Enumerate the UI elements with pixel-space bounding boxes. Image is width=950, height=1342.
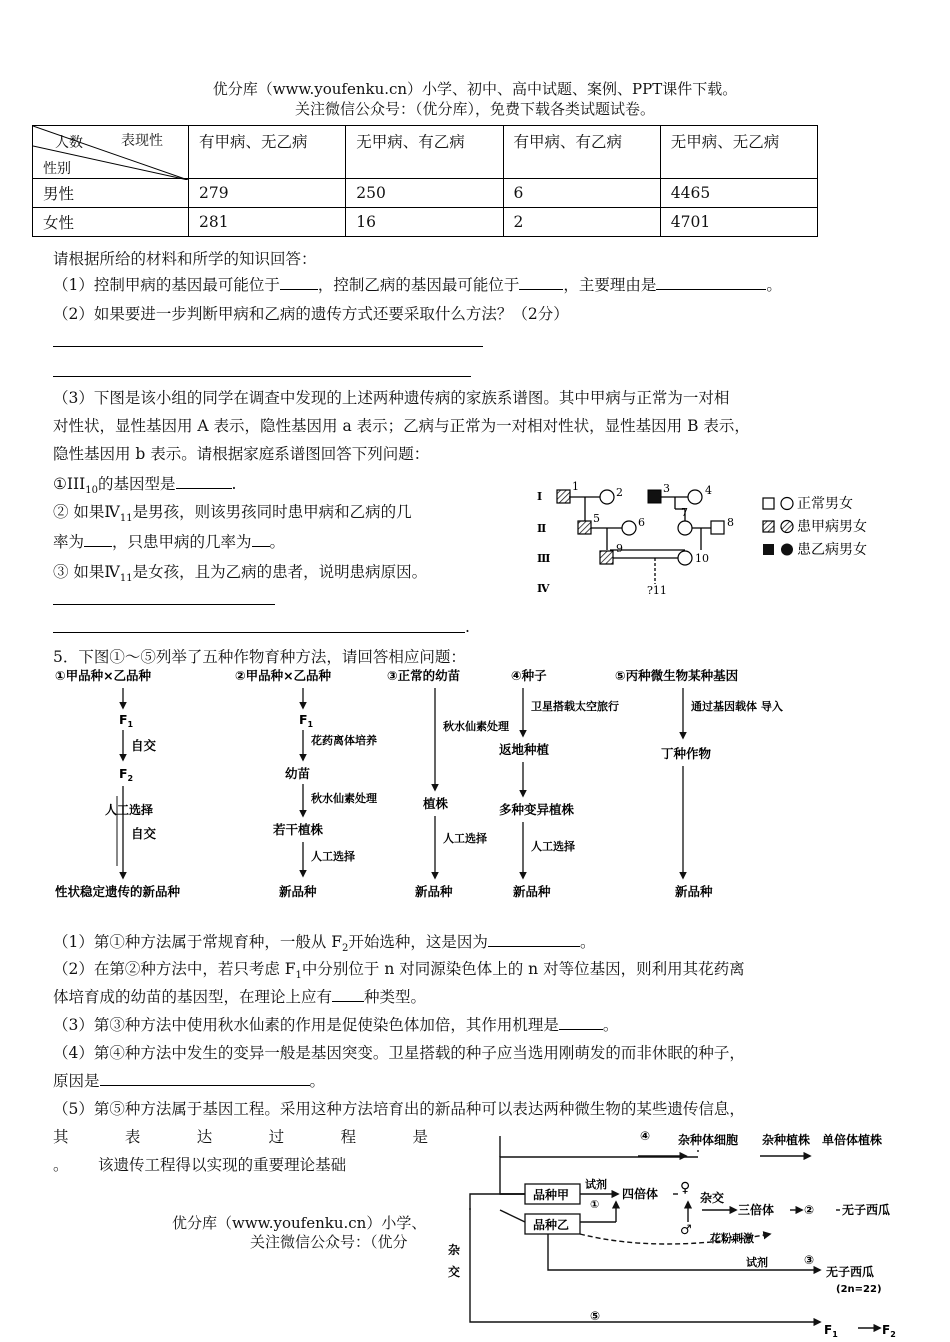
m2-step1: 花药离体培养: [311, 734, 377, 747]
corner-mid-label: 人数: [55, 135, 83, 151]
row-label: 女性: [33, 208, 189, 237]
q4-s3b: 是女孩，且为乙病的患者，说明患病原因。: [132, 563, 428, 581]
column-header: 无甲病、无乙病: [660, 126, 817, 179]
pedigree-person-3: [648, 490, 661, 503]
m2-end: 新品种: [279, 884, 317, 899]
m1-self1: 自交: [131, 738, 157, 753]
footer-line-1: 优分库（www.youfenku.cn）小学、: [172, 1214, 427, 1232]
m5-head: ⑤丙种微生物某种基因: [615, 668, 739, 683]
m1-sel: 人工选择: [105, 803, 154, 817]
flow-cross: 杂交: [700, 1191, 725, 1205]
q5-a4b: 原因是: [53, 1072, 100, 1090]
m4-sel: 人工选择: [531, 840, 575, 853]
q4-s2b: 是男孩，则该男孩同时患甲病和乙病的几: [132, 503, 412, 521]
q5-a2d: 种类型。: [364, 988, 427, 1006]
q5-a1b: 开始选种，这是因为: [348, 933, 488, 951]
q5-a2sub: 1: [295, 970, 302, 982]
pedigree-id: 1: [572, 480, 579, 493]
flow-reagent2: 试剂: [746, 1256, 768, 1269]
pedigree-chart: [525, 480, 905, 600]
legend-disease-b-female-icon: [781, 544, 793, 556]
answer-blank[interactable]: [252, 530, 270, 547]
corner-bottom-label: 性别: [43, 161, 71, 177]
answer-line[interactable]: [53, 376, 471, 377]
pedigree-id: 8: [727, 516, 734, 529]
q5-a5-char: 表: [124, 1128, 141, 1146]
m5-step: 通过基因载体 导入: [691, 700, 783, 713]
m3-step: 秋水仙素处理: [443, 720, 509, 733]
pedigree-id: 6: [638, 516, 645, 529]
q5-a1sub: 2: [342, 943, 349, 955]
m2-plants: 若干植株: [273, 822, 324, 837]
column-header: 有甲病、有乙病: [503, 126, 660, 179]
q5-a3b: 。: [602, 1016, 619, 1034]
flow-n5: ⑤: [590, 1309, 601, 1323]
table-cell: 4701: [660, 208, 817, 237]
flow-female-icon: ♀: [680, 1180, 691, 1196]
answer-line[interactable]: [53, 604, 275, 605]
q4-s2d: ，只患甲病的几率为: [112, 533, 252, 551]
q5-a2c: 体培育成的幼苗的基因型，在理论上应有: [53, 988, 333, 1006]
m2-seedling: 幼苗: [285, 766, 311, 781]
q4-s1sub: 10: [85, 485, 98, 497]
q5-a4-line2: [53, 1069, 325, 1091]
gen-label: Ⅱ: [537, 522, 547, 535]
q4-sub1: [53, 472, 236, 496]
legend-label: 正常男女: [797, 496, 853, 512]
q5-a5-line2: [53, 1125, 428, 1147]
flow-male-icon: ♂: [680, 1223, 692, 1238]
q4-part2: （2）如果要进一步判断甲病和乙病的遗传方式还要采取什么方法？（2分）: [53, 305, 569, 323]
m3-end: 新品种: [415, 884, 453, 899]
q5-a5-char: 过: [268, 1128, 285, 1146]
q5-a2-line1: [53, 957, 745, 981]
flow-reagent: 试剂: [585, 1178, 607, 1191]
pedigree-id: 4: [705, 484, 712, 497]
legend-label: 患甲病男女: [797, 519, 867, 535]
q4-part1: [53, 273, 782, 295]
flow-pollen: 花粉刺激: [710, 1232, 754, 1245]
answer-blank[interactable]: [280, 273, 318, 290]
answer-blank[interactable]: [332, 985, 364, 1002]
q4-s3a: ③ 如果Ⅳ: [53, 563, 120, 581]
q4-part3-line2: 对性状，显性基因用 A 表示，隐性基因用 a 表示；乙病与正常为一对相对性状，显性基因用 B 表示，: [53, 417, 750, 435]
q5-a4-line1: （4）第④种方法中发生的变异一般是基因突变。卫星搭载的种子应当选用刚萌发的而非休眠的种子，: [53, 1044, 745, 1062]
flow-jiao: 交: [448, 1265, 461, 1279]
footer-line-2: 关注微信公众号：（优分: [250, 1233, 408, 1251]
m1-f2: $F_2$: [119, 766, 134, 783]
seedless-watermelon-diagram: [440, 1122, 910, 1342]
table-corner-cell: [33, 126, 189, 179]
q4-sub3: [53, 560, 427, 584]
flow-tetraploid: 四倍体: [622, 1187, 659, 1201]
m1-self2: 自交: [131, 826, 157, 841]
table-cell: 6: [503, 179, 660, 208]
pedigree-person-10: [678, 551, 692, 565]
legend-disease-a-female-icon: [781, 521, 793, 533]
legend-label: 患乙病男女: [797, 542, 867, 558]
m5-end: 新品种: [675, 884, 713, 899]
q5-a1c: 。: [579, 933, 596, 951]
survey-table: [32, 125, 818, 237]
q5-a3a: （3）第③种方法中使用秋水仙素的作用是促使染色体加倍，其作用机理是: [53, 1016, 559, 1034]
m4-step: 卫星搭载太空旅行: [531, 700, 619, 713]
q4-intro: 请根据所给的材料和所学的知识回答：: [53, 250, 317, 268]
table-cell: 281: [189, 208, 346, 237]
legend-normal-male-icon: [763, 498, 774, 509]
answer-line[interactable]: [53, 346, 483, 347]
m2-step2: 秋水仙素处理: [311, 792, 377, 805]
q5-title: 5．下图①～⑤列举了五种作物育种方法，请回答相应问题：: [53, 648, 466, 666]
m3-head: ③正常的幼苗: [387, 668, 461, 683]
q4-s2sub: 11: [119, 513, 133, 525]
q4-sub2-line1: [53, 500, 412, 524]
flow-n3: ③: [804, 1253, 815, 1267]
q5-a1a: （1）第①种方法属于常规育种，一般从 F: [53, 933, 343, 951]
m5-mid: 丁种作物: [661, 746, 712, 761]
flow-haploid: 单倍体植株: [822, 1133, 883, 1147]
pedigree-person-2: [600, 490, 614, 504]
q4-p1a: （1）控制甲病的基因最可能位于: [53, 276, 280, 294]
pedigree-person-5: [578, 521, 591, 534]
flow-za: 杂: [448, 1243, 461, 1257]
flow-seedless2: 无子西瓜: [826, 1265, 875, 1279]
table-row: [33, 208, 818, 237]
answer-blank[interactable]: [656, 273, 766, 290]
table-cell: 16: [346, 208, 503, 237]
column-header: 无甲病、有乙病: [346, 126, 503, 179]
q5-a5-char: 达: [196, 1128, 213, 1146]
q5-a2b: 中分别位于 n 对同源染色体上的 n 对等位基因，则利用其花药离: [301, 960, 745, 978]
pedigree-id: ?11: [647, 584, 667, 597]
pedigree-person-8: [711, 521, 724, 534]
flow-n4: ④: [640, 1129, 651, 1143]
q4-sub2-line2: [53, 530, 285, 552]
pedigree-id: 5: [593, 512, 600, 525]
q5-a5-line3: 。 该遗传工程得以实现的重要理论基础: [53, 1156, 347, 1174]
q4-part3-line1: （3）下图是该小组的同学在调查中发现的上述两种遗传病的家族系谱图。其中甲病与正常为一对相: [53, 389, 730, 407]
q4-s1b: 的基因型是: [98, 475, 176, 493]
q5-a5-char: 其: [53, 1128, 69, 1146]
q5-a1: [53, 930, 595, 954]
q5-a5-char: 程: [340, 1128, 357, 1146]
q4-s1a: ①III: [53, 475, 86, 493]
pedigree-id: 2: [616, 486, 623, 499]
q4-p1d: 。: [766, 276, 782, 294]
pedigree-id: 3: [663, 482, 670, 495]
gen-label: Ⅳ: [537, 582, 550, 595]
q4-p1c: ，主要理由是: [563, 276, 657, 294]
pedigree-id: 7: [681, 506, 688, 519]
pedigree-person-7: [678, 521, 692, 535]
flow-triploid: 三倍体: [738, 1203, 775, 1217]
pedigree-person-6: [622, 521, 636, 535]
q5-a4c: 。: [309, 1072, 326, 1090]
q5-a5-char: 是: [412, 1128, 428, 1146]
answer-blank[interactable]: [519, 273, 563, 290]
q4-s2a: ② 如果Ⅳ: [53, 503, 120, 521]
m3-plant: 植株: [423, 796, 449, 811]
flow-f2: $F_2$: [882, 1323, 896, 1339]
table-cell: 279: [189, 179, 346, 208]
table-cell: 4465: [660, 179, 817, 208]
flow-yi: 品种乙: [533, 1218, 570, 1232]
header-line-1: 优分库（www.youfenku.cn）小学、初中、高中试题、案例、PPT课件下载。: [212, 80, 738, 98]
m2-sel: 人工选择: [311, 850, 355, 863]
table-cell: 250: [346, 179, 503, 208]
q5-a3: [53, 1013, 618, 1035]
table-cell: 2: [503, 208, 660, 237]
legend-disease-a-male-icon: [763, 521, 774, 532]
m4-head: ④种子: [511, 668, 547, 683]
end-dot: .: [465, 618, 470, 636]
q5-a2-line2: [53, 985, 426, 1007]
flow-chromo: (2n=22): [836, 1284, 882, 1295]
q5-a5-line1: （5）第⑤种方法属于基因工程。采用这种方法培育出的新品种可以表达两种微生物的某些遗传信息，: [53, 1100, 745, 1118]
m4-end: 新品种: [513, 884, 551, 899]
header-line-2: 关注微信公众号：（优分库），免费下载各类试题试卷。: [294, 100, 655, 118]
q4-s2e: 。: [269, 533, 286, 551]
pedigree-id: 9: [616, 542, 623, 555]
answer-blank[interactable]: [100, 1069, 310, 1086]
pedigree-id: 10: [695, 552, 709, 565]
q4-s1c: .: [231, 475, 237, 493]
q4-s2c: 率为: [53, 533, 85, 551]
flow-n1: ①: [590, 1198, 600, 1211]
m3-sel: 人工选择: [443, 832, 487, 845]
flow-jia: 品种甲: [533, 1188, 570, 1202]
flow-seedless: 无子西瓜: [842, 1203, 891, 1217]
corner-top-label: 表现性: [121, 133, 163, 149]
answer-blank[interactable]: [559, 1013, 603, 1030]
answer-blank[interactable]: [176, 472, 232, 489]
m2-f1: $F_1$: [299, 712, 314, 729]
table-row: [33, 179, 818, 208]
pedigree-person-9: [600, 551, 613, 564]
answer-blank[interactable]: [488, 930, 580, 947]
row-label: 男性: [33, 179, 189, 208]
m1-f1: $F_1$: [119, 712, 134, 729]
answer-blank[interactable]: [84, 530, 112, 547]
m1-head: ①甲品种×乙品种: [55, 668, 152, 683]
flow-n2: ②: [804, 1203, 815, 1217]
column-header: 有甲病、无乙病: [189, 126, 346, 179]
q4-s3sub: 11: [119, 573, 133, 585]
flow-hybrid-cell: 杂种体细胞: [678, 1133, 739, 1147]
q4-p1b: ，控制乙病的基因最可能位于: [317, 276, 520, 294]
m2-head: ②甲品种×乙品种: [235, 668, 332, 683]
q5-a2a: （2）在第②种方法中，若只考虑 F: [53, 960, 296, 978]
breeding-methods-diagram: [55, 666, 795, 906]
flow-hybrid-plant: 杂种植株: [762, 1133, 811, 1147]
legend-normal-female-icon: [781, 498, 793, 510]
gen-label: Ⅲ: [537, 552, 551, 565]
pedigree-person-1: [557, 490, 570, 503]
pedigree-person-4: [688, 490, 702, 504]
m4-mid1: 返地种植: [499, 742, 550, 757]
m4-mid2: 多种变异植株: [499, 802, 575, 817]
legend-disease-b-male-icon: [763, 544, 774, 555]
gen-label: Ⅰ: [537, 490, 543, 503]
answer-line[interactable]: [53, 632, 465, 633]
flow-f1: $F_1$: [824, 1323, 838, 1339]
pedigree-lines: [569, 497, 711, 584]
q4-part3-line3: 隐性基因用 b 表示。请根据家庭系谱图回答下列问题：: [53, 445, 430, 463]
m1-end: 性状稳定遗传的新品种: [55, 884, 181, 899]
